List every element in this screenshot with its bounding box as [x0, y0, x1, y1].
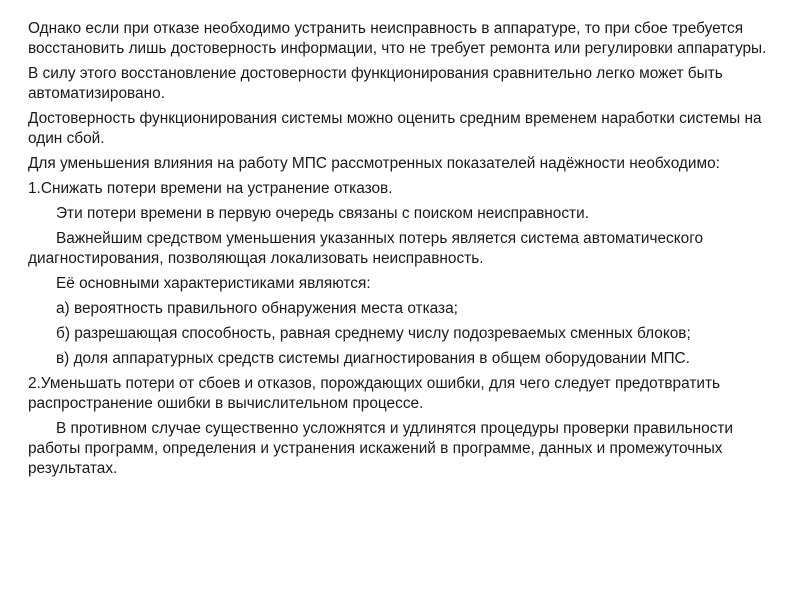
paragraph-search-time: Эти потери времени в первую очередь связаны с поиском неисправности. [56, 205, 589, 222]
slide-text-body [28, 19, 778, 484]
paragraph-otherwise: В противном случае существенно усложнятся и удлинятся процедуры проверки правильности работы программ, определения и устранения искажений в программе, данных и промежуточных результатах. [28, 420, 733, 477]
list-item-2: 2.Уменьшать потери от сбоев и отказов, порождающих ошибки, для чего следует предотвратить распространение ошибки в вычислительном процессе. [28, 375, 721, 412]
paragraph-characteristics-intro: Её основными характеристиками являются: [56, 275, 371, 292]
sub-item-b: б) разрешающая способность, равная среднему числу подозреваемых сменных блоков; [56, 325, 691, 342]
paragraph-automation: В силу этого восстановление достоверности функционирования сравнительно легко может быть автоматизировано. [28, 65, 723, 102]
paragraph-failure-vs-fault: Однако если при отказе необходимо устранить неисправность в аппаратуре, то при сбое требуется восстановить лишь достоверность информации, что не требует ремонта или регулировки аппаратуры. [28, 20, 767, 57]
list-item-1: 1.Снижать потери времени на устранение отказов. [28, 180, 393, 197]
paragraph-requirements-intro: Для уменьшения влияния на работу МПС рассмотренных показателей надёжности необходимо: [28, 155, 720, 172]
paragraph-reliability-estimate: Достоверность функционирования системы можно оценить средним временем наработки системы на один сбой. [28, 110, 762, 147]
sub-item-c: в) доля аппаратурных средств системы диагностирования в общем оборудовании МПС. [56, 350, 690, 367]
paragraph-diagnostics: Важнейшим средством уменьшения указанных потерь является система автоматического диагностирования, позволяющая локализовать неисправность. [28, 230, 704, 267]
sub-item-a: а) вероятность правильного обнаружения места отказа; [56, 300, 458, 317]
